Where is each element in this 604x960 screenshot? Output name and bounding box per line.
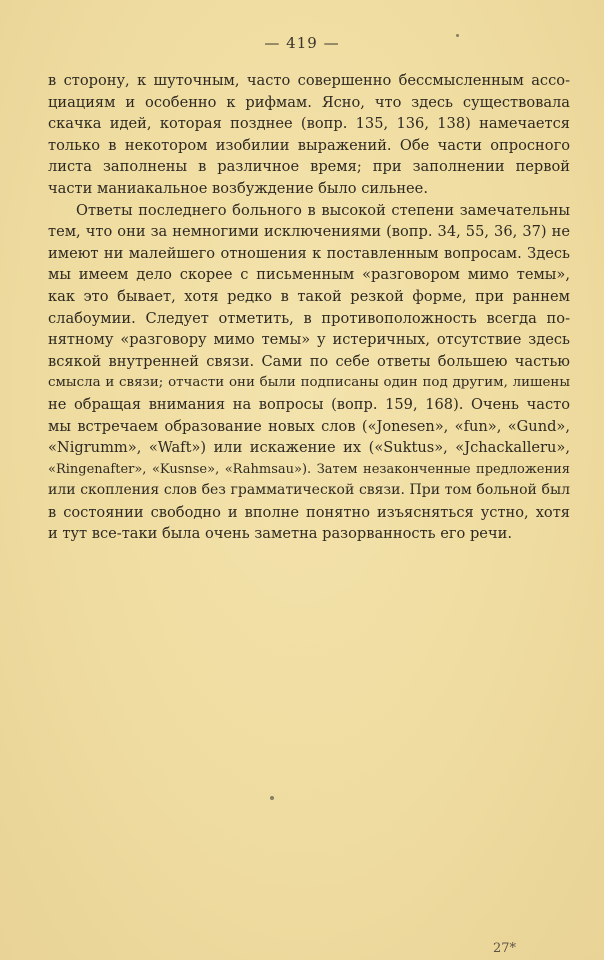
text-line: и тут все-таки была очень заметна разорванность его речи.	[48, 525, 512, 543]
text-line: имеют ни малейшего отношения к поставленным вопросам. Здесь	[48, 244, 570, 262]
signature-mark: 27*	[492, 941, 516, 956]
text-line: части маниакальное возбуждение было сильнее.	[48, 179, 428, 197]
text-line: тем, что они за немногими исключениями (вопр. 34, 55, 36, 37) не	[48, 223, 570, 241]
text-line: или скопления слов без грамматической связи. При том больной был	[48, 482, 570, 499]
text-line: скачка идей, которая позднее (вопр. 135, 136, 138) намечается	[48, 115, 570, 133]
body-text	[48, 70, 570, 545]
paper-speck	[456, 34, 459, 37]
text-line: в состоянии свободно и вполне понятно изъясняться устно, хотя	[48, 503, 570, 521]
text-line: как это бывает, хотя редко в такой резкой форме, при раннем	[48, 287, 570, 305]
text-line: «Ringenafter», «Kusnse», «Rahmsau»). Затем незаконченные предложения	[48, 461, 570, 477]
text-line: не обращая внимания на вопросы (вопр. 159, 168). Очень часто	[48, 395, 570, 413]
text-line: нятному «разговору мимо темы» у истеричных, отсутствие здесь	[48, 331, 570, 349]
text-line: Ответы последнего больного в высокой степени замечательны	[76, 201, 570, 219]
text-line: только в некотором изобилии выражений. Обе части опросного	[48, 136, 570, 154]
page-number: — 419 —	[264, 34, 340, 52]
text-line: мы встречаем образование новых слов («Jonesen», «fun», «Gund»,	[48, 417, 570, 435]
text-line: «Nigrumm», «Waft») или искажение их («Suktus», «Jchackalleru»,	[48, 439, 570, 457]
text-line: всякой внутренней связи. Сами по себе ответы большею частью	[48, 352, 570, 370]
text-line: в сторону, к шуточным, часто совершенно бессмысленным ассо-	[48, 72, 570, 89]
paper-speck	[270, 796, 274, 800]
text-line: листа заполнены в различное время; при заполнении первой	[48, 158, 570, 176]
text-line: слабоумии. Следует отметить, в противоположность всегда по-	[48, 309, 570, 327]
text-line: мы имеем дело скорее с письменным «разговором мимо темы»,	[48, 266, 570, 284]
text-line: циациям и особенно к рифмам. Ясно, что здесь существовала	[48, 93, 570, 111]
text-line: смысла и связи; отчасти они были подписаны один под другим, лишены	[48, 375, 570, 391]
